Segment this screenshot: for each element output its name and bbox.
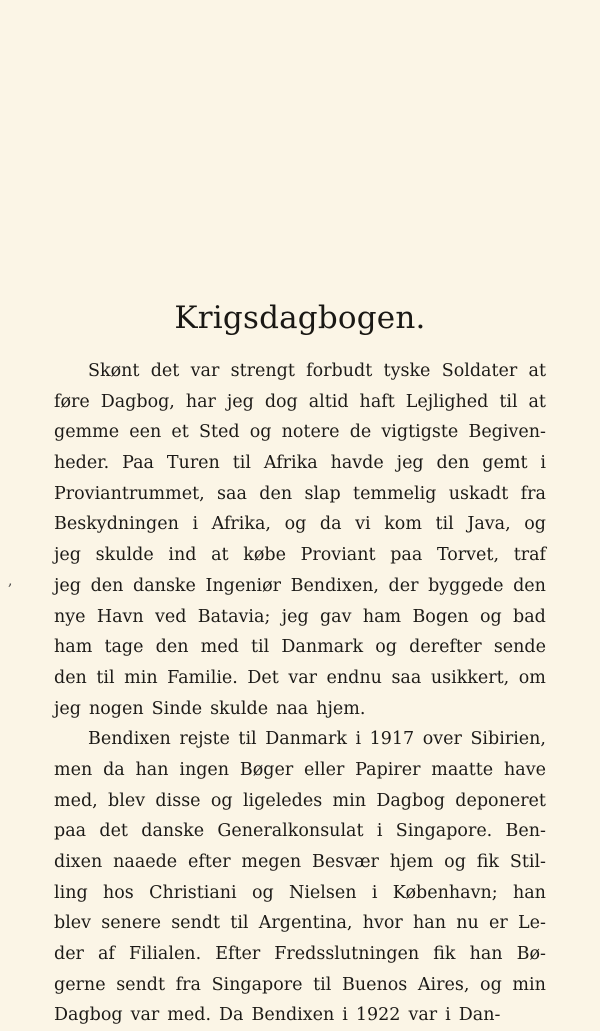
text-line: dixen naaede efter megen Besvær hjem og fik Stil- — [54, 852, 546, 872]
text-line: føre Dagbog, har jeg dog altid haft Lejlighed til at — [54, 391, 546, 412]
text-line: jeg nogen Sinde skulde naa hjem. — [54, 698, 366, 719]
text-line: blev senere sendt til Argentina, hvor han nu er Le- — [54, 913, 546, 934]
paragraph — [54, 724, 546, 1031]
text-line: Beskydningen i Afrika, og da vi kom til Java, og — [54, 514, 546, 535]
margin-mark: , — [8, 573, 13, 589]
text-line: jeg skulde ind at købe Proviant paa Torvet, traf — [54, 545, 546, 566]
text-line: Bendixen rejste til Danmark i 1917 over Sibirien, — [88, 729, 546, 750]
text-line: gemme een et Sted og notere de vigtigste Begiven- — [54, 422, 546, 443]
text-line: Proviantrummet, saa den slap temmelig uskadt fra — [54, 483, 546, 504]
paragraph — [54, 356, 546, 724]
text-line: ling hos Christiani og Nielsen i København; han — [54, 882, 546, 903]
text-line: men da han ingen Bøger eller Papirer maatte have — [54, 759, 546, 780]
text-line: med, blev disse og ligeledes min Dagbog deponeret — [54, 790, 546, 811]
text-line: heder. Paa Turen til Afrika havde jeg den gemt i — [54, 453, 546, 474]
chapter-title: Krigsdagbogen. — [174, 300, 426, 336]
text-line: Dagbog var med. Da Bendixen i 1922 var i Dan- — [54, 1005, 501, 1026]
text-line: paa det danske Generalkonsulat i Singapore. Ben- — [54, 821, 546, 842]
text-line: Skønt det var strengt forbudt tyske Soldater at — [88, 361, 546, 381]
text-line: gerne sendt fra Singapore til Buenos Aires, og min — [54, 974, 546, 995]
body-text — [54, 356, 546, 1031]
text-line: ham tage den med til Danmark og derefter sende — [54, 637, 546, 658]
text-line: jeg den danske Ingeniør Bendixen, der byggede den — [54, 575, 546, 596]
text-line: den til min Familie. Det var endnu saa usikkert, om — [54, 667, 546, 688]
text-line: der af Filialen. Efter Fredsslutningen fik han Bø- — [54, 944, 546, 965]
text-line: nye Havn ved Batavia; jeg gav ham Bogen og bad — [54, 606, 546, 627]
